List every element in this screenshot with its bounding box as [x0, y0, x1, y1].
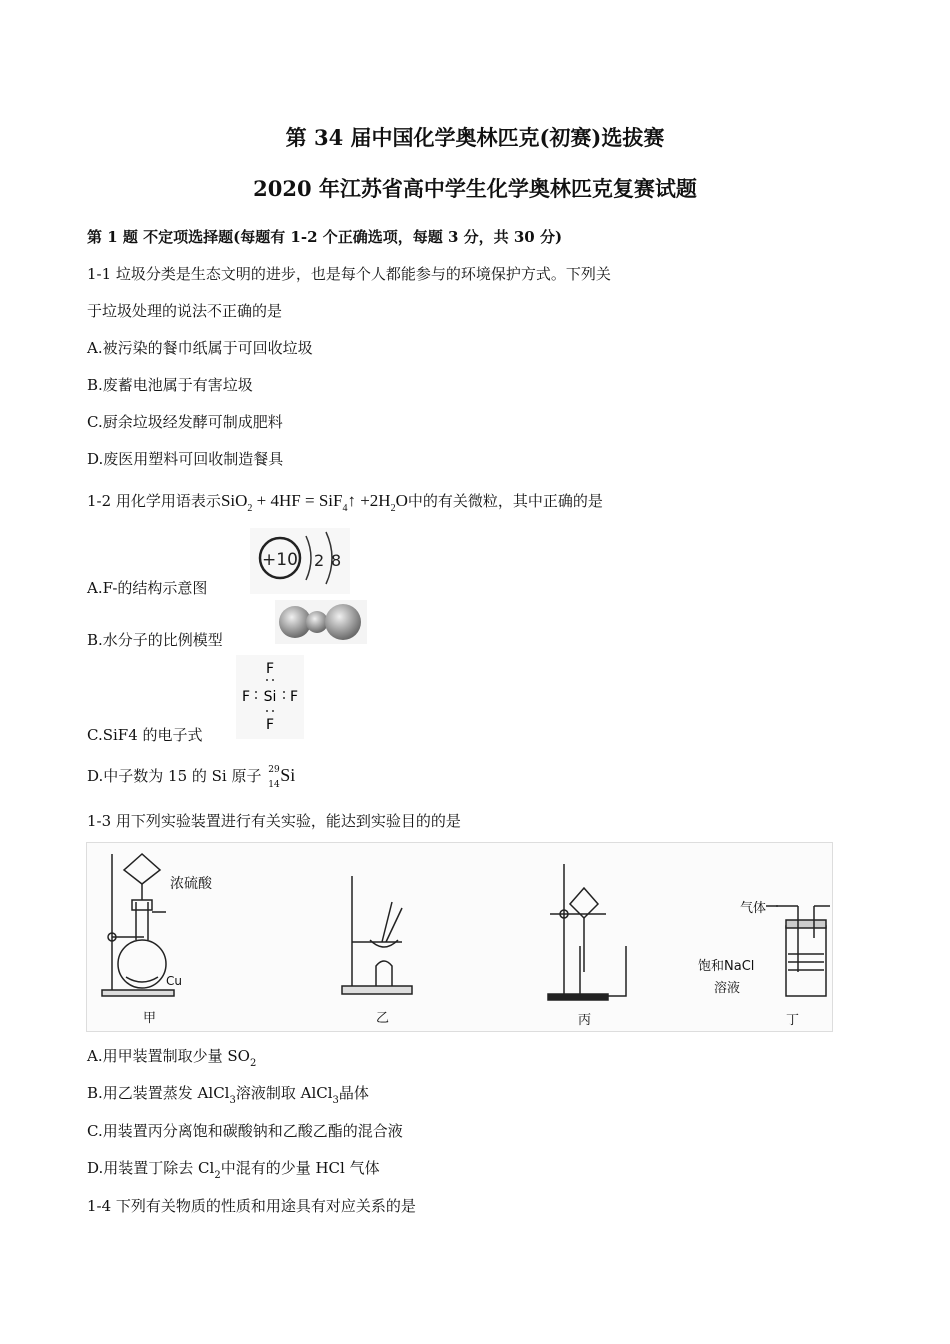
label-ding: 丁 [786, 1013, 800, 1028]
q1-3-option-c: C.用装置丙分离饱和碳酸钠和乙酸乙酯的混合液 [87, 1122, 403, 1140]
q1-3-stem: 1-3 用下列实验装置进行有关实验，能达到实验目的的是 [87, 812, 461, 830]
fluoride-structure-diagram [250, 528, 350, 594]
eq-o: O [395, 491, 408, 510]
eq-sio: SiO [220, 491, 248, 510]
atom-sphere [306, 611, 328, 633]
nuclide-notation [266, 765, 280, 790]
label-solution: 溶液 [714, 981, 741, 996]
shell-1-electrons: 2 [314, 551, 325, 570]
option-text: 溶液制取 AlCl [235, 1084, 333, 1102]
label-yi: 乙 [376, 1011, 390, 1026]
ligand-right: F [289, 689, 299, 705]
q1-1-option-d: D.废医用塑料可回收制造餐具 [87, 450, 284, 468]
label-jia: 甲 [143, 1011, 157, 1026]
ligand-bottom: F [265, 717, 275, 733]
q1-1-stem-line2: 于垃圾处理的说法不正确的是 [87, 302, 283, 320]
option-text: 中混有的少量 HCl 气体 [220, 1159, 380, 1177]
q1-2-option-b: B.水分子的比例模型 [87, 631, 223, 649]
apparatus-figure [86, 842, 833, 1032]
ligand-left: F [241, 689, 251, 705]
q1-1-option-c: C.厨余垃圾经发酵可制成肥料 [87, 413, 283, 431]
option-text: 晶体 [338, 1084, 369, 1102]
q1-2-stem-suffix: 中的有关微粒，其中正确的是 [407, 492, 603, 510]
ligand-top: F [265, 661, 275, 677]
sif4-electron-dot-formula [236, 655, 304, 739]
mass-number: 29 [268, 765, 280, 775]
option-text: B.用乙装置蒸发 AlCl [87, 1084, 230, 1102]
eq-arrow: ↑ +2H [347, 491, 391, 510]
q1-2-option-c: C.SiF4 的电子式 [87, 726, 203, 744]
label-bing: 丙 [578, 1013, 592, 1028]
q1-2-stem-prefix: 1-2 用化学用语表示 [87, 492, 221, 510]
q1-2-option-a: A.F-的结构示意图 [87, 579, 208, 597]
option-text: D.用装置丁除去 Cl [87, 1159, 215, 1177]
q1-3-option-a [87, 1045, 256, 1069]
label-saturated-nacl: 饱和NaCl [698, 959, 755, 974]
subscript: 3 [332, 1095, 339, 1106]
center-atom: Si [263, 689, 277, 705]
atomic-number: 14 [268, 780, 280, 790]
label-gas: 气体 [740, 901, 767, 916]
eq-sub: 2 [247, 503, 253, 514]
option-text: A.用甲装置制取少量 SO [87, 1047, 250, 1065]
subscript: 2 [214, 1170, 221, 1181]
q1-1-option-a: A.被污染的餐巾纸属于可回收垃圾 [87, 339, 313, 357]
label-cu: Cu [166, 974, 182, 988]
q1-1-option-b: B.废蓄电池属于有害垃圾 [87, 376, 253, 394]
subscript: 2 [249, 1058, 257, 1069]
q1-2-stem [87, 490, 603, 514]
label-conc-sulfuric-acid: 浓硫酸 [170, 876, 212, 892]
eq-sub: 4 [342, 503, 348, 514]
water-space-filling-model [275, 600, 367, 644]
q1-3-option-d [87, 1157, 380, 1181]
shell-2-electrons: 8 [331, 551, 342, 570]
question-1-header: 第 1 题 不定项选择题(每题有 1-2 个正确选项，每题 3 分，共 30 分) [87, 228, 563, 246]
exam-title-line1: 第 34 届中国化学奥林匹克(初赛)选拔赛 [285, 125, 665, 150]
eq-hf: + 4HF = SiF [252, 491, 343, 510]
q1-2-option-d [87, 765, 296, 790]
exam-title-line2: 2020 年江苏省高中学生化学奥林匹克复赛试题 [253, 176, 697, 201]
subscript: 3 [229, 1095, 236, 1106]
q1-1-stem-line1: 1-1 垃圾分类是生态文明的进步，也是每个人都能参与的环境保护方式。下列关 [87, 265, 611, 283]
q1-4-stem: 1-4 下列有关物质的性质和用途具有对应关系的是 [87, 1197, 416, 1215]
eq-sub: 2 [390, 503, 396, 514]
q1-3-option-b [87, 1082, 369, 1106]
atom-sphere [325, 604, 361, 640]
chemical-equation [220, 491, 408, 514]
q1-2-option-d-text: D.中子数为 15 的 Si 原子 [87, 767, 262, 785]
nuclide-symbol: Si [280, 765, 296, 785]
nucleus-charge: +10 [262, 550, 298, 570]
